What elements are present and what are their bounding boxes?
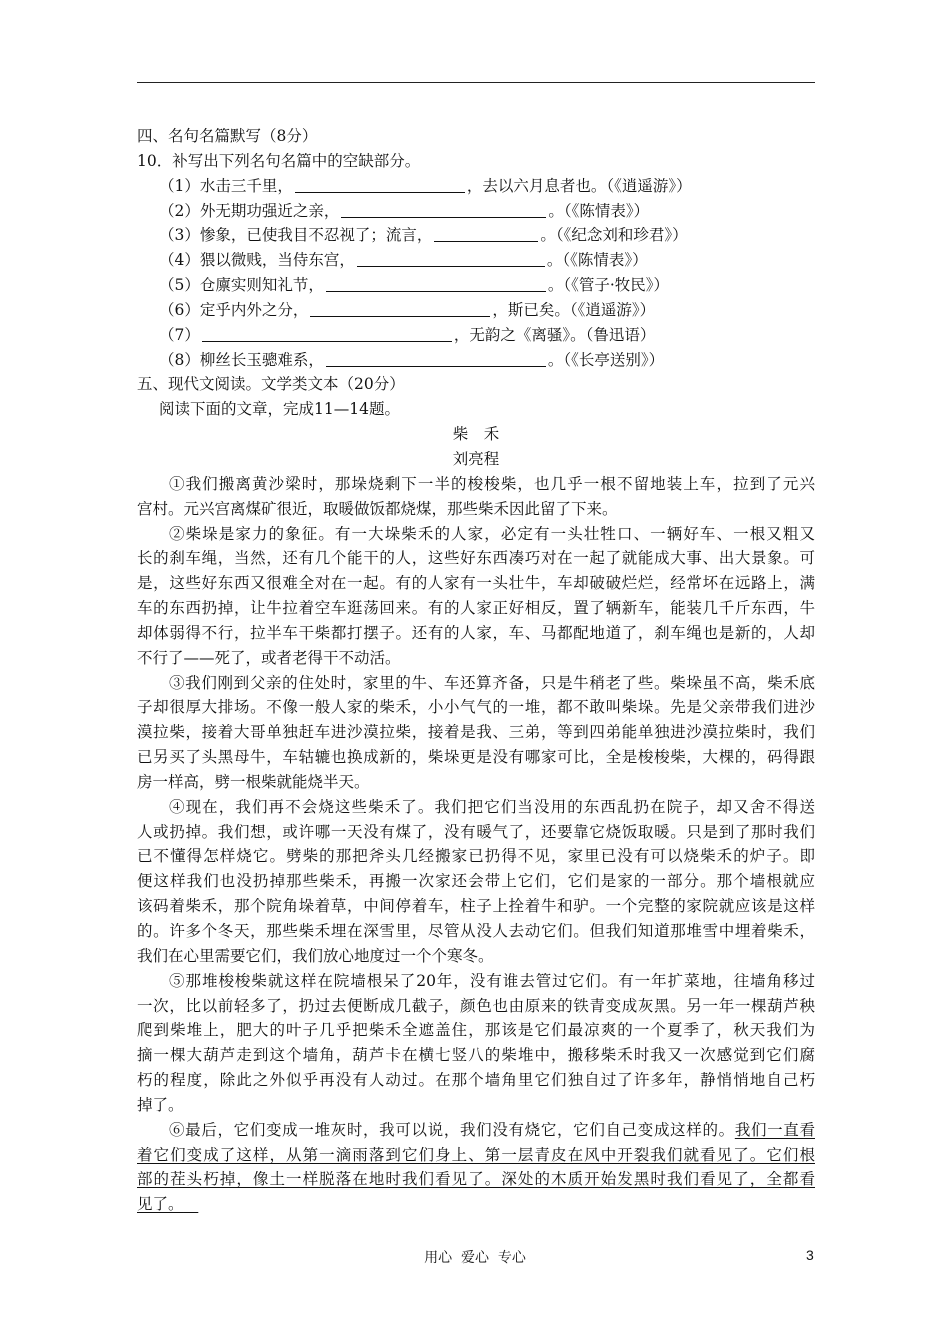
para6-underlined: 见了。 bbox=[137, 1195, 184, 1214]
paragraph-line: 不行了——死了，或者老得干不动活。 bbox=[137, 648, 401, 667]
article-title: 柴 禾 bbox=[452, 425, 500, 444]
paragraph-line: ①我们搬离黄沙梁时，那垛烧剩下一半的梭梭柴，也几乎一根不留地装上车，拉到了元兴 bbox=[169, 474, 815, 493]
item-prefix: （3）惨象，已使我目不忍视了；流言， bbox=[159, 226, 433, 245]
answer-blank[interactable] bbox=[202, 325, 452, 342]
item-suffix: ，无韵之《离骚》。（鲁迅语） bbox=[453, 325, 656, 344]
paragraph-3 bbox=[137, 671, 815, 795]
section4-heading: 四、名句名篇默写（8分） bbox=[137, 127, 318, 145]
item-prefix: （5）仓廪实则知礼节， bbox=[159, 276, 324, 295]
item-suffix: ，斯已矣。（《逍遥游》） bbox=[492, 300, 656, 319]
item-suffix: 。（《陈情表》） bbox=[546, 251, 648, 270]
item-suffix: 。（《纪念刘和珍君》） bbox=[540, 226, 688, 245]
fill-in-item bbox=[137, 273, 815, 298]
paragraph-line: 该码着柴禾，那个院角垛着草，中间停着车，柱子上拴着牛和驴。一个完整的家院就应该是这样 bbox=[137, 897, 815, 916]
paragraph-4 bbox=[137, 795, 815, 969]
header-rule bbox=[137, 82, 815, 83]
paragraph-line: ⑤那堆梭梭柴就这样在院墙根呆了20年，没有谁去管过它们。有一年扩菜地，往墙角移过 bbox=[169, 971, 815, 990]
footer-motto: 用心 爱心 专心 bbox=[424, 1250, 526, 1266]
item-prefix: （4）猥以微贱，当侍东宫， bbox=[159, 251, 355, 270]
item-prefix: （6）定乎内外之分， bbox=[159, 300, 309, 319]
fill-in-item bbox=[137, 348, 815, 373]
paragraph-line: ③我们刚到父亲的住处时，家里的牛、车还算齐备，只是牛稍老了些。柴垛虽不高，柴禾底 bbox=[169, 673, 815, 692]
fill-in-item bbox=[137, 298, 815, 323]
paragraph-6 bbox=[137, 1118, 815, 1217]
answer-blank[interactable] bbox=[341, 201, 546, 218]
paragraph-line: 的。许多个冬天，那些柴禾埋在深雪里，尽管从没人去动它们。但我们知道那堆雪中埋着柴禾， bbox=[137, 922, 815, 940]
answer-blank[interactable] bbox=[326, 350, 546, 367]
paragraph-line: 一次，比以前轻多了，扔过去便断成几截子，颜色也由原来的铁青变成灰黑。另一年一棵葫芦秧 bbox=[137, 996, 815, 1015]
item-prefix: （1）水击三千里， bbox=[159, 176, 293, 195]
paragraph-2 bbox=[137, 522, 815, 671]
paragraph-line: ②柴垛是家力的象征。有一大垛柴禾的人家，必定有一头壮牲口、一辆好车、一根又粗又 bbox=[169, 524, 815, 543]
para6-underlined: 着它们变成了这样，从第一滴雨落到它们身上、第一层青皮在风中开裂我们就看见了。它们根 bbox=[137, 1145, 815, 1164]
fill-in-item bbox=[137, 174, 815, 199]
paragraph-1 bbox=[137, 472, 815, 522]
para6-plain: ⑥最后，它们变成一堆灰时，我可以说，我们没有烧它，它们自己变成这样的。 bbox=[169, 1120, 735, 1139]
item-prefix: （8）柳丝长玉骢难系， bbox=[159, 350, 324, 369]
paragraph-line: 子却很厚大排场。不像一般人家的柴禾，小小气气的一堆，都不敢叫柴垛。先是父亲带我们进沙 bbox=[137, 698, 815, 717]
page-number: 3 bbox=[806, 1247, 814, 1263]
answer-blank[interactable] bbox=[295, 176, 465, 193]
item-suffix: ，去以六月息者也。（《逍遥游》） bbox=[466, 176, 692, 195]
paragraph-line: 宫村。元兴宫离煤矿很近，取暖做饭都烧煤，那些柴禾因此留了下来。 bbox=[137, 499, 618, 518]
para6-underlined: 部的茬头朽掉，像土一样脱落在地时我们看见了。深处的木质开始发黑时我们看见了，全都看 bbox=[137, 1170, 815, 1189]
paragraph-line: 房一样高，劈一根柴就能烧半天。 bbox=[137, 772, 370, 791]
item-prefix: （2）外无期功强近之亲， bbox=[159, 201, 340, 220]
paragraph-line: 我们在心里需要它们，我们放心地度过一个个寒冬。 bbox=[137, 946, 494, 965]
answer-blank[interactable] bbox=[310, 300, 490, 317]
paragraph-5 bbox=[137, 969, 815, 1118]
question-10: 10．补写出下列名句名篇中的空缺部分。 bbox=[137, 151, 421, 170]
item-prefix: （7） bbox=[159, 325, 200, 344]
paragraph-line: 掉了。 bbox=[137, 1095, 184, 1114]
paragraph-line: ④现在，我们再不会烧这些柴禾了。我们把它们当没用的东西乱扔在院子，却又舍不得送 bbox=[169, 797, 815, 816]
answer-blank[interactable] bbox=[326, 275, 546, 292]
fill-in-item bbox=[137, 199, 815, 224]
paragraph-line: 漠拉柴，接着大哥单独赶车进沙漠拉柴，接着是我、三弟，等到四弟能单独进沙漠拉柴时，我们 bbox=[137, 723, 815, 742]
fill-in-item bbox=[137, 323, 815, 348]
instruction: 阅读下面的文章，完成11—14题。 bbox=[159, 400, 400, 419]
paragraph-line: 爬到柴堆上，肥大的叶子几乎把柴禾全遮盖住，那该是它们最凉爽的一个夏季了，秋天我们为 bbox=[137, 1021, 815, 1040]
paragraph-line: 是，这些好东西又很难全对在一起。有的人家有一头壮牛，车却破破烂烂，经常坏在远路上，满 bbox=[137, 574, 815, 593]
para6-underlined: 我们一直看 bbox=[734, 1120, 815, 1139]
item-suffix: 。（《长亭送别》） bbox=[547, 350, 665, 369]
answer-blank[interactable] bbox=[434, 225, 538, 242]
paragraph-line: 便这样我们也没扔掉那些柴禾，再搬一次家还会带上它们，它们是家的一部分。那个墙根就应 bbox=[137, 872, 815, 891]
document-body bbox=[137, 124, 815, 1217]
section5-heading: 五、现代文阅读。文学类文本（20分） bbox=[137, 375, 405, 394]
item-suffix: 。（《陈情表》） bbox=[548, 201, 650, 220]
paragraph-line: 朽的程度，除此之外似乎再没有人动过。在那个墙角里它们独自过了许多年，静悄悄地自己朽 bbox=[137, 1071, 815, 1090]
paragraph-line: 长的刹车绳，当然，还有几个能干的人，这些好东西凑巧对在一起了就能成大事、出大景象。可 bbox=[137, 549, 815, 568]
answer-blank[interactable] bbox=[357, 250, 545, 267]
item-suffix: 。（《管子·牧民》） bbox=[547, 276, 670, 295]
paragraph-line: 却体弱得不行，拉半车干柴都打摆子。还有的人家，车、马都配地道了，刹车绳也是新的，人却 bbox=[137, 623, 815, 642]
paragraph-line: 已另买了头黑母牛，车轱辘也换成新的，柴垛更是没有哪家可比，全是梭梭柴，大棵的，码得跟 bbox=[137, 748, 815, 767]
fill-in-item bbox=[137, 223, 815, 248]
paragraph-line: 车的东西扔掉，让牛拉着空车逛荡回来。有的人家正好相反，置了辆新车，能装几千斤东西，牛 bbox=[137, 599, 815, 618]
paragraph-line: 人或扔掉。我们想，或许哪一天没有煤了，没有暖气了，还要靠它烧饭取暖。只是到了那时我们 bbox=[137, 822, 815, 841]
paragraph-line: 摘一棵大葫芦走到这个墙角，葫芦卡在横七竖八的柴堆中，搬移柴禾时我又一次感觉到它们腐 bbox=[137, 1046, 815, 1065]
paragraph-line: 已不懂得怎样烧它。劈柴的那把斧头几经搬家已扔得不见，家里已没有可以烧柴禾的炉子。即 bbox=[137, 847, 815, 866]
fill-in-item bbox=[137, 248, 815, 273]
article-author: 刘亮程 bbox=[452, 449, 500, 468]
